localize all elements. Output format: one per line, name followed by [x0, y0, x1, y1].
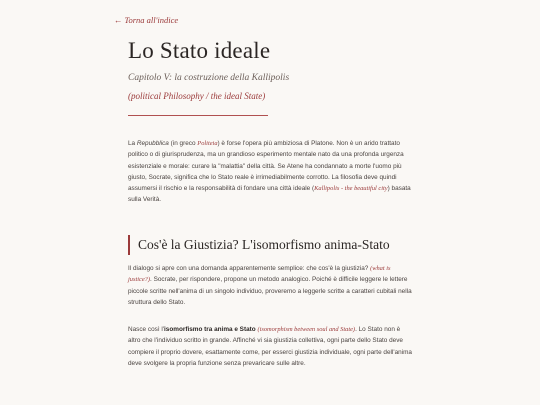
section-paragraph-2: Nasce così l'isomorfismo tra anima e Stato (isomorphism between soul and State). Lo Stato non è altro che l'individuo scritto in grande. Affinché vi sia giustizia collettiva, ogni parte dello Stato deve compiere il proprio dovere, esattamente come, per esserci giustizia individuale, ogni parte dell'anima deve svolgere la propria funzione senza prevaricare sulle altre.	[128, 326, 412, 367]
back-link-label: Torna all'indice	[124, 15, 179, 25]
key-concept: isomorfismo tra anima e Stato	[164, 326, 256, 333]
back-to-index-link[interactable]	[114, 15, 178, 25]
section-paragraph-1: Il dialogo si apre con una domanda apparentemente semplice: che cos'è la giustizia? (what is justice?). Socrate, per rispondere, propone un metodo analogico. Poiché è difficile leggere le lettere piccole scritte nell'anima di un singolo individuo, proveremo a leggerle scritte a caratteri cubitali nella struttura dello Stato.	[128, 265, 412, 306]
kallipolis-term: Kallipolis - the beautiful city	[314, 185, 388, 193]
chapter-subtitle: Capitolo V: la costruzione della Kallipolis	[128, 73, 290, 83]
english-gloss: (isomorphism between soul and State)	[257, 326, 356, 333]
section-heading	[128, 235, 390, 255]
intro-paragraph: La Repubblica (in greco Politeia) è forse l'opera più ambiziosa di Platone. Non è un arido trattato politico o di giurisprudenza, ma un grandioso esperimento mentale nato da una profonda urgenza esistenziale e morale: curare la "malattia" della città. Se Atene ha condannato a morte l'uomo più giusto, Socrate, significa che lo Stato reale è irrimediabilmente corrotto. La filosofia deve quindi assumersi il rischio e la responsabilità di fondare una città ideale (Kallipolis - the beautiful city) basata sulla Verità.	[128, 140, 411, 204]
title-divider	[128, 115, 268, 116]
page-title: Lo Stato ideale	[128, 38, 271, 63]
work-title: Repubblica	[136, 140, 169, 147]
section-heading-text: Cos'è la Giustizia? L'isomorfismo anima-Stato	[138, 237, 390, 252]
arrow-left-icon: ←	[114, 15, 123, 25]
greek-term: Politeia	[197, 140, 218, 147]
english-subtitle: (political Philosophy / the ideal State)	[128, 91, 266, 101]
english-gloss: (what is justice?)	[128, 265, 391, 284]
